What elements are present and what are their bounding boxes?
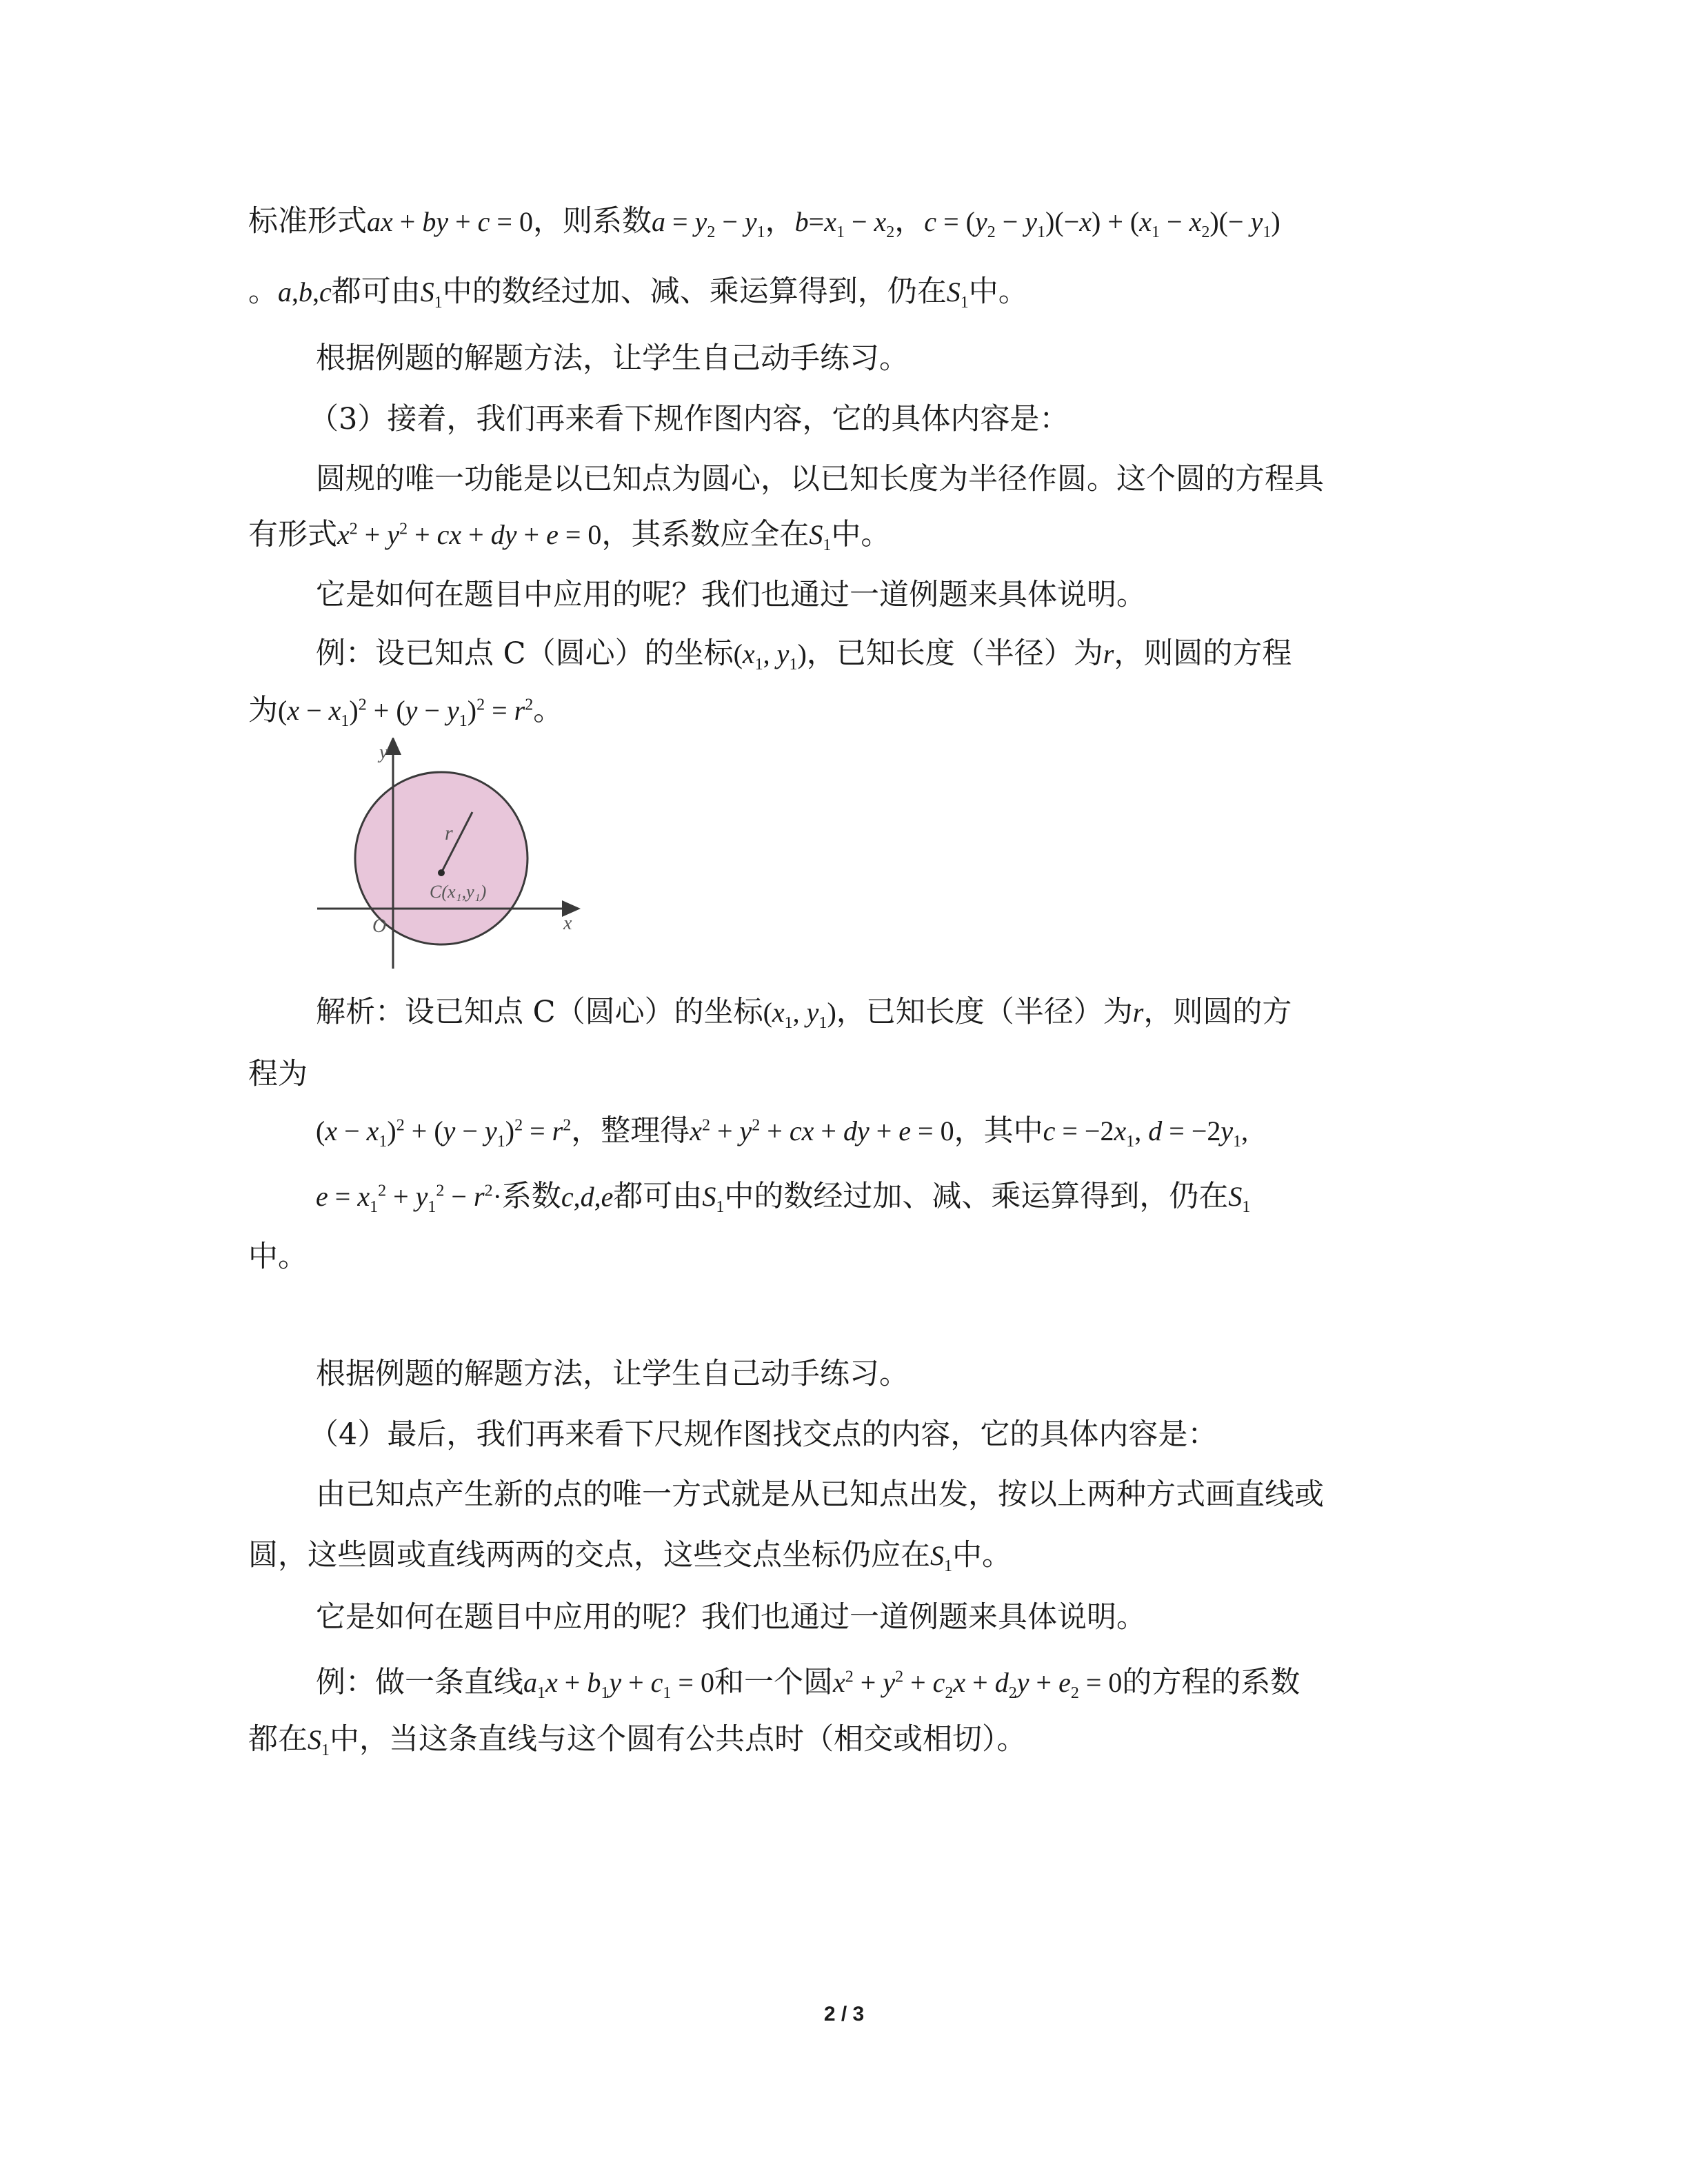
text-line: 解析：设已知点 C（圆心）的坐标($x_1$, $y_1$)，已知长度（半径）为r，则圆的方: [316, 995, 1292, 1032]
text-line: 中。: [248, 1240, 308, 1274]
text-line: 由已知点产生新的点的唯一方式就是从已知点出发，按以上两种方式画直线或: [316, 1477, 1324, 1512]
text-line: 有形式$x^2 + y^2$ + cx + dy + e = 0，其系数应全在$S_1$中。: [248, 517, 891, 555]
page-number: 2 / 3: [823, 2003, 865, 2025]
text-line: 圆，这些圆或直线两两的交点，这些交点坐标仍应在$S_1$中。: [248, 1538, 1012, 1575]
text-line: 标准形式ax + by + c = 0，则系数$a = y_2 - y_1$，$b=x_1 - x_2$，$c = (y_2 - y_1)(-x) + (x_1 - x_2)(- y_1)$: [248, 204, 1280, 241]
text-line: 为$(x - x_1)^2 + (y - y_1)^2 = r^2$。: [248, 693, 563, 731]
text-line: 根据例题的解题方法，让学生自己动手练习。: [316, 341, 909, 376]
section-heading-4: （4）最后，我们再来看下尺规作图找交点的内容，它的具体内容是：: [309, 1417, 1218, 1452]
text-line: 它是如何在题目中应用的呢？我们也通过一道例题来具体说明。: [316, 578, 1146, 612]
text-line: 它是如何在题目中应用的呢？我们也通过一道例题来具体说明。: [316, 1600, 1146, 1635]
circle-figure: [314, 738, 590, 969]
text-line: 根据例题的解题方法，让学生自己动手练习。: [316, 1357, 909, 1391]
text-line: 圆规的唯一功能是以已知点为圆心，以已知长度为半径作圆。这个圆的方程具: [316, 462, 1324, 496]
center-point: [438, 869, 445, 876]
section-heading-3: （3）接着，我们再来看下规作图内容，它的具体内容是：: [309, 402, 1069, 436]
text-line: 都在$S_1$中，当这条直线与这个圆有公共点时（相交或相切）。: [248, 1722, 1027, 1759]
text-line: 例：做一条直线$a_1x + b_1y + c_1 = 0$和一个圆$x^2 + y^2 + c_2x + d_2y + e_2 = 0$的方程的系数: [316, 1665, 1300, 1703]
y-axis-label: y: [379, 742, 388, 763]
text-line: 。a,b,c都可由$S_1$中的数经过加、减、乘运算得到，仍在$S_1$中。: [248, 274, 1028, 312]
origin-label: O: [372, 916, 387, 937]
text-line: $(x - x_1)^2 + (y - y_1)^2 = r^2$，整理得$x^2 + y^2$ + cx + dy + e = 0，其中$c = -2x_1$, $d = -2y_1$,: [316, 1113, 1249, 1151]
center-label: C(x₁,y₁): [430, 882, 487, 902]
text-line: 程为: [248, 1057, 308, 1091]
x-axis-label: x: [563, 913, 572, 934]
text-line: 例：设已知点 C（圆心）的坐标($x_1$, $y_1$)，已知长度（半径）为r，则圆的方程: [316, 636, 1292, 674]
text-line: $e = x_1^2 + y_1^2 - r^2\cdot$系数c,d,e都可由$S_1$中的数经过加、减、乘运算得到，仍在$S_1$: [316, 1179, 1251, 1217]
radius-label: r: [445, 822, 453, 845]
